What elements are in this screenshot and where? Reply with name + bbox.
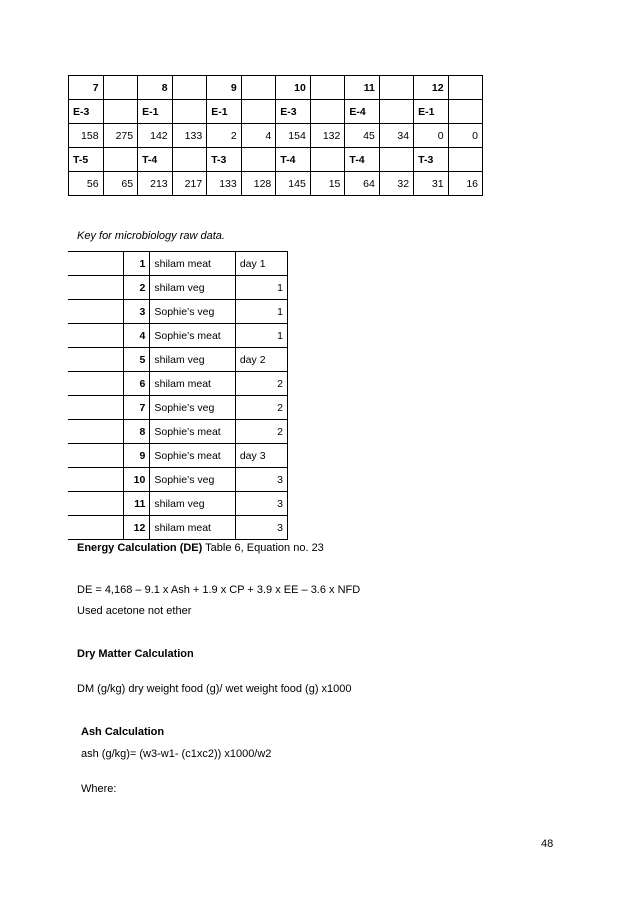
- table-row: [69, 76, 483, 100]
- key-item: Sophie’s meat: [150, 420, 235, 444]
- table-cell: T-4: [345, 148, 379, 172]
- table-cell: [448, 76, 482, 100]
- table-row: [69, 100, 483, 124]
- key-number: 4: [123, 324, 150, 348]
- table-row: [69, 172, 483, 196]
- table-cell: [172, 76, 207, 100]
- key-row: [68, 252, 288, 276]
- key-spacer-cell: [68, 420, 123, 444]
- table-cell: [103, 148, 138, 172]
- table-cell: E-3: [69, 100, 104, 124]
- ash-formula: ash (g/kg)= (w3-w1- (c1xc2)) x1000/w2: [81, 748, 272, 760]
- ash-where: Where:: [81, 783, 117, 795]
- table-cell: [172, 148, 207, 172]
- key-row: [68, 492, 288, 516]
- key-day: day 2: [235, 348, 287, 372]
- table-cell: T-3: [207, 148, 242, 172]
- table-cell: 158: [69, 124, 104, 148]
- key-number: 10: [123, 468, 150, 492]
- key-day: 3: [235, 492, 287, 516]
- key-row: [68, 468, 288, 492]
- table-cell: 15: [310, 172, 345, 196]
- table-cell: 9: [207, 76, 242, 100]
- table-cell: E-1: [138, 100, 173, 124]
- key-title: Key for microbiology raw data.: [77, 230, 225, 242]
- key-day: 1: [235, 276, 287, 300]
- page-number: 48: [541, 838, 554, 850]
- ash-heading: Ash Calculation: [81, 726, 165, 738]
- table-cell: 154: [276, 124, 311, 148]
- dry-matter-heading: Dry Matter Calculation: [77, 648, 194, 660]
- key-row: [68, 348, 288, 372]
- key-item: shilam meat: [150, 252, 235, 276]
- key-spacer-cell: [68, 468, 123, 492]
- key-item: shilam veg: [150, 492, 235, 516]
- key-item: Sophie’s veg: [150, 300, 235, 324]
- table-cell: [241, 148, 276, 172]
- table-cell: [379, 100, 413, 124]
- energy-heading-line: [77, 542, 324, 554]
- key-day: 3: [235, 516, 287, 540]
- key-number: 6: [123, 372, 150, 396]
- table-cell: T-3: [414, 148, 448, 172]
- table-cell: 0: [448, 124, 482, 148]
- key-number: 2: [123, 276, 150, 300]
- table-cell: E-1: [414, 100, 448, 124]
- table-cell: E-4: [345, 100, 379, 124]
- table-cell: [103, 100, 138, 124]
- key-day: 2: [235, 372, 287, 396]
- key-row: [68, 516, 288, 540]
- key-item: shilam veg: [150, 276, 235, 300]
- key-number: 9: [123, 444, 150, 468]
- table-cell: [172, 100, 207, 124]
- key-spacer-cell: [68, 348, 123, 372]
- key-number: 8: [123, 420, 150, 444]
- key-day: 1: [235, 324, 287, 348]
- table-cell: 275: [103, 124, 138, 148]
- key-day: day 3: [235, 444, 287, 468]
- table-row: [69, 148, 483, 172]
- table-cell: 217: [172, 172, 207, 196]
- table-cell: 7: [69, 76, 104, 100]
- key-spacer-cell: [68, 276, 123, 300]
- key-number: 11: [123, 492, 150, 516]
- microbiology-key-table: [68, 251, 288, 540]
- table-cell: 132: [310, 124, 345, 148]
- key-number: 1: [123, 252, 150, 276]
- table-cell: 142: [138, 124, 173, 148]
- table-cell: 65: [103, 172, 138, 196]
- table-cell: [103, 76, 138, 100]
- key-item: shilam meat: [150, 372, 235, 396]
- table-cell: 213: [138, 172, 173, 196]
- table-cell: 32: [379, 172, 413, 196]
- table-cell: [379, 76, 413, 100]
- key-item: Sophie’s veg: [150, 396, 235, 420]
- key-spacer-cell: [68, 516, 123, 540]
- key-spacer-cell: [68, 300, 123, 324]
- table-cell: 133: [207, 172, 242, 196]
- key-row: [68, 324, 288, 348]
- table-cell: T-4: [276, 148, 311, 172]
- key-number: 7: [123, 396, 150, 420]
- key-item: shilam veg: [150, 348, 235, 372]
- key-number: 5: [123, 348, 150, 372]
- table-cell: [241, 100, 276, 124]
- key-row: [68, 300, 288, 324]
- table-cell: 0: [414, 124, 448, 148]
- table-row: [69, 124, 483, 148]
- key-day: 2: [235, 420, 287, 444]
- key-item: Sophie’s veg: [150, 468, 235, 492]
- key-number: 12: [123, 516, 150, 540]
- key-spacer-cell: [68, 444, 123, 468]
- key-day: 3: [235, 468, 287, 492]
- dry-matter-formula: DM (g/kg) dry weight food (g)/ wet weight food (g) x1000: [77, 683, 352, 695]
- table-cell: 4: [241, 124, 276, 148]
- key-row: [68, 396, 288, 420]
- key-item: Sophie’s meat: [150, 444, 235, 468]
- table-cell: 16: [448, 172, 482, 196]
- table-cell: 145: [276, 172, 311, 196]
- key-row: [68, 420, 288, 444]
- table-cell: [379, 148, 413, 172]
- table-cell: 56: [69, 172, 104, 196]
- table-cell: E-3: [276, 100, 311, 124]
- energy-heading: Energy Calculation (DE): [77, 542, 203, 554]
- table-cell: 10: [276, 76, 311, 100]
- table-cell: 11: [345, 76, 379, 100]
- key-day: 1: [235, 300, 287, 324]
- key-row: [68, 444, 288, 468]
- table-cell: [448, 148, 482, 172]
- table-cell: 64: [345, 172, 379, 196]
- key-row: [68, 276, 288, 300]
- energy-reference: Table 6, Equation no. 23: [202, 542, 324, 554]
- table-cell: 128: [241, 172, 276, 196]
- key-item: shilam meat: [150, 516, 235, 540]
- key-spacer-cell: [68, 492, 123, 516]
- energy-note: Used acetone not ether: [77, 605, 192, 617]
- key-spacer-cell: [68, 252, 123, 276]
- table-cell: 12: [414, 76, 448, 100]
- table-cell: E-1: [207, 100, 242, 124]
- table-cell: [310, 148, 345, 172]
- key-spacer-cell: [68, 372, 123, 396]
- table-cell: 133: [172, 124, 207, 148]
- table-cell: [310, 76, 345, 100]
- table-cell: 2: [207, 124, 242, 148]
- key-day: day 1: [235, 252, 287, 276]
- energy-equation: DE = 4,168 – 9.1 x Ash + 1.9 x CP + 3.9 x EE – 3.6 x NFD: [77, 584, 361, 596]
- raw-data-table: [68, 75, 483, 196]
- table-cell: [241, 76, 276, 100]
- table-cell: 45: [345, 124, 379, 148]
- key-day: 2: [235, 396, 287, 420]
- table-cell: T-4: [138, 148, 173, 172]
- table-cell: 34: [379, 124, 413, 148]
- key-number: 3: [123, 300, 150, 324]
- table-cell: 31: [414, 172, 448, 196]
- key-spacer-cell: [68, 324, 123, 348]
- table-cell: 8: [138, 76, 173, 100]
- table-cell: [310, 100, 345, 124]
- key-spacer-cell: [68, 396, 123, 420]
- key-item: Sophie’s meat: [150, 324, 235, 348]
- key-row: [68, 372, 288, 396]
- table-cell: [448, 100, 482, 124]
- table-cell: T-5: [69, 148, 104, 172]
